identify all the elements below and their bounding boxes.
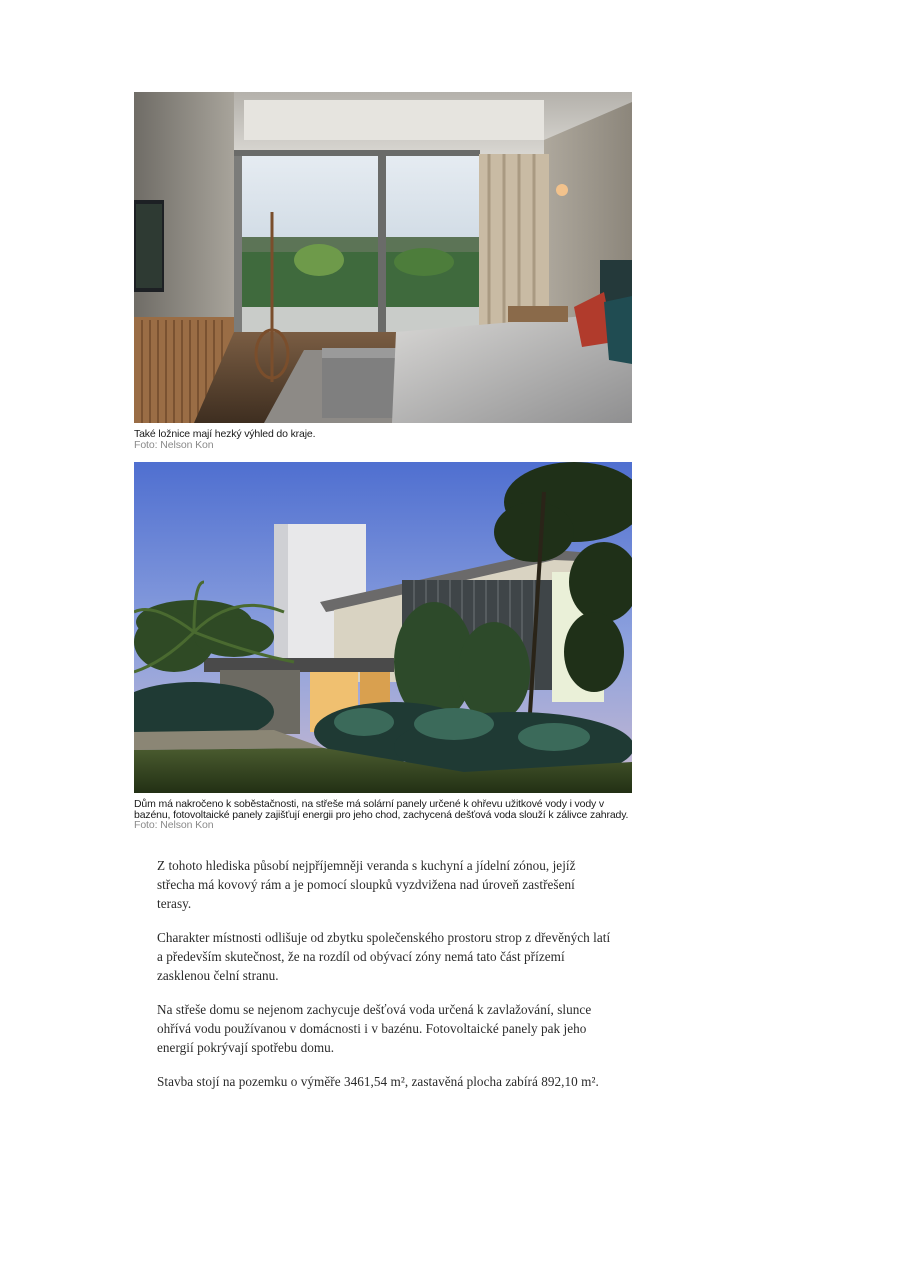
article-paragraph: Stavba stojí na pozemku o výměře 3461,54 m², zastavěná plocha zabírá 892,10 m². — [157, 1074, 599, 1089]
article-body — [157, 856, 612, 1106]
figure-bedroom — [134, 92, 632, 451]
article-paragraph: Z tohoto hlediska působí nejpříjemněji veranda s kuchyní a jídelní zónou, jejíž střecha má kovový rám a je pomocí sloupků vyzdvižena nad úroveň zastřešení terasy. — [157, 858, 576, 911]
article-paragraph: Charakter místnosti odlišuje od zbytku společenského prostoru strop z dřevěných latí a především skutečnost, že na rozdíl od obývací zóny nemá tato část přízemí zasklenou čelní stranu. — [157, 930, 611, 983]
figure-house-exterior — [134, 462, 632, 831]
figure-caption: Dům má nakročeno k soběstačnosti, na střeše má solární panely určené k ohřevu užitkové vody i vody v bazénu, fotovoltaické panely zajišťují energii pro jeho chod, zachycená dešťová voda slouží k zálivce zahrady. — [134, 798, 629, 821]
bedroom-photo[interactable] — [134, 92, 632, 423]
photo-credit: Foto: Nelson Kon — [134, 438, 214, 451]
house-exterior-photo[interactable] — [134, 462, 632, 793]
article-paragraph: Na střeše domu se nejenom zachycuje dešťová voda určená k zavlažování, slunce ohřívá vodu používanou v domácnosti i v bazénu. Fotovoltaické panely pak jeho energií pokrývají spotřebu domu. — [157, 1002, 592, 1055]
photo-credit: Foto: Nelson Kon — [134, 819, 214, 831]
figure-caption: Také ložnice mají hezký výhled do kraje. — [134, 428, 316, 440]
